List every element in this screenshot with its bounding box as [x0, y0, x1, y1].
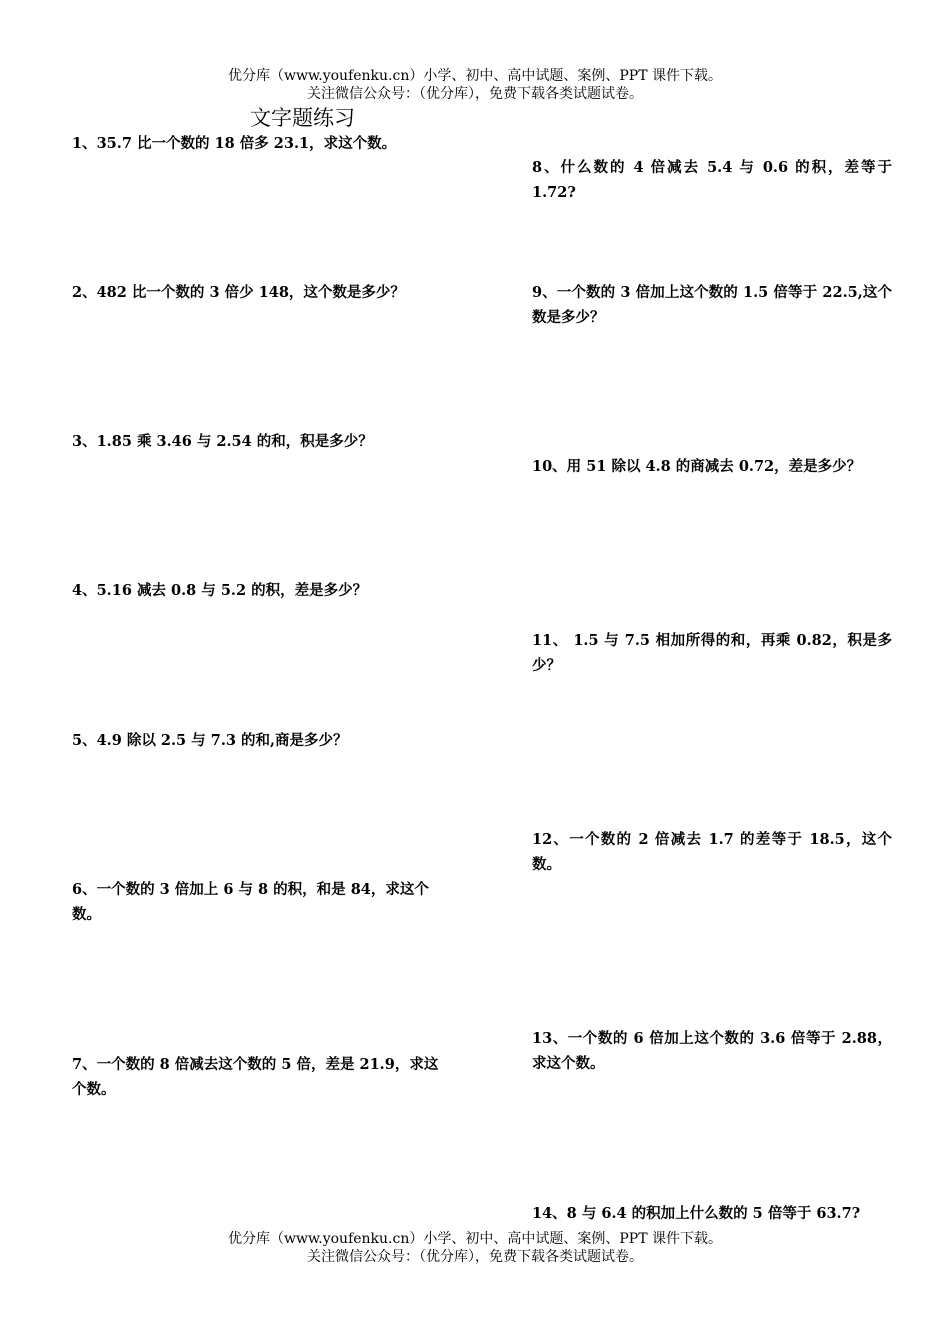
question-10: 10、用 51 除以 4.8 的商减去 0.72，差是多少？	[532, 458, 862, 475]
question-12: 12、一个数的 2 倍减去 1.7 的差等于 18.5，这个数。	[532, 831, 892, 873]
question-9: 9、一个数的 3 倍加上这个数的 1.5 倍等于 22.5,这个数是多少？	[532, 284, 892, 326]
question-8: 8、什么数的 4 倍减去 5.4 与 0.6 的积，差等于 1.72?	[532, 159, 892, 201]
question-11: 11、 1.5 与 7.5 相加所得的和，再乘 0.82，积是多少？	[532, 632, 892, 674]
question-13: 13、一个数的 6 倍加上这个数的 3.6 倍等于 2.88，求这个数。	[532, 1030, 892, 1072]
page-title: 文字题练习	[250, 106, 355, 130]
header-line-1: 优分库（www.youfenku.cn）小学、初中、高中试题、案例、PPT 课件下载。	[227, 68, 722, 84]
question-2: 2、482 比一个数的 3 倍少 148，这个数是多少？	[72, 284, 405, 301]
question-1: 1、35.7 比一个数的 18 倍多 23.1，求这个数。	[72, 135, 397, 152]
question-5: 5、4.9 除以 2.5 与 7.3 的和,商是多少？	[72, 732, 348, 749]
footer-line-2: 关注微信公众号：（优分库），免费下载各类试题试卷。	[307, 1249, 643, 1265]
question-7: 7、一个数的 8 倍减去这个数的 5 倍，差是 21.9，求这个数。	[72, 1056, 439, 1098]
question-4: 4、5.16 减去 0.8 与 5.2 的积，差是多少？	[72, 582, 368, 599]
question-14: 14、8 与 6.4 的积加上什么数的 5 倍等于 63.7?	[532, 1205, 861, 1222]
question-6: 6、一个数的 3 倍加上 6 与 8 的积，和是 84，求这个数。	[72, 881, 429, 923]
header-line-2: 关注微信公众号：（优分库），免费下载各类试题试卷。	[307, 86, 643, 102]
footer-line-1: 优分库（www.youfenku.cn）小学、初中、高中试题、案例、PPT 课件下载。	[227, 1231, 722, 1247]
question-3: 3、1.85 乘 3.46 与 2.54 的和，积是多少？	[72, 433, 373, 450]
